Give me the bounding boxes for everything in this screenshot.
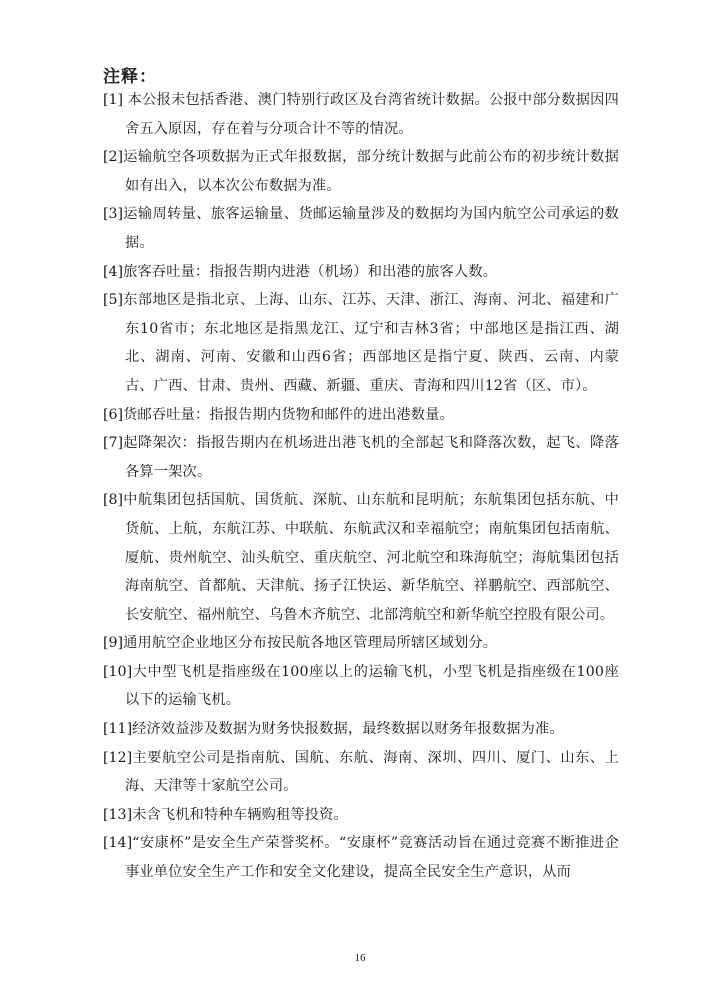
note-2 <box>103 143 619 200</box>
note-text: 本公报未包括香港、澳门特别行政区及台湾省统计数据。公报中部分数据因四舍五入原因，存在着与分项合计不等的情况。 <box>125 92 619 137</box>
note-number: [14] <box>103 835 133 852</box>
notes-heading: 注释： <box>103 67 157 87</box>
note-number: [10] <box>103 663 133 680</box>
notes-list <box>103 86 619 887</box>
note-10 <box>103 658 619 715</box>
note-number: [11] <box>103 721 133 738</box>
note-text: 未含飞机和特种车辆购租等投资。 <box>132 806 348 823</box>
note-6 <box>103 401 619 430</box>
note-3 <box>103 200 619 257</box>
note-number: [5] <box>103 292 124 309</box>
note-8 <box>103 486 619 629</box>
note-text: 中航集团包括国航、国货航、深航、山东航和昆明航；东航集团包括东航、中货航、上航，东航江苏、中联航、东航武汉和幸福航空；南航集团包括南航、厦航、贵州航空、汕头航空、重庆航空、河北航空和珠海航空；海航集团包括海南航空、首都航、天津航、扬子江快运、新华航空、祥鹏航空、西部航空、长安航空、福州航空、乌鲁木齐航空、北部湾航空和新华航空控股有限公司。 <box>123 492 619 623</box>
note-5 <box>103 286 619 400</box>
note-text: 起降架次：指报告期内在机场进出港飞机的全部起飞和降落次数，起飞、降落各算一架次。 <box>123 435 619 480</box>
note-7 <box>103 429 619 486</box>
note-1 <box>103 86 619 143</box>
note-text: 运输航空各项数据为正式年报数据，部分统计数据与此前公布的初步统计数据如有出入，以本次公布数据为准。 <box>123 149 619 194</box>
note-9 <box>103 629 619 658</box>
note-text: “安康杯”是安全生产荣誉奖杯。“安康杯”竞赛活动旨在通过竞赛不断推进企事业单位安全生产工作和安全文化建设，提高全民安全生产意识，从而 <box>125 835 619 881</box>
note-text: 主要航空公司是指南航、国航、东航、海南、深圳、四川、厦门、山东、上海、天津等十家航空公司。 <box>125 749 619 795</box>
note-number: [9] <box>103 635 124 652</box>
note-number: [6] <box>103 406 124 423</box>
note-number: [1] <box>103 92 128 108</box>
note-number: [12] <box>103 749 133 766</box>
note-number: [3] <box>103 206 124 223</box>
page-number: 16 <box>354 952 366 964</box>
note-number: [8] <box>103 492 124 509</box>
note-number: [13] <box>103 806 133 823</box>
note-text: 东部地区是指北京、上海、山东、江苏、天津、浙江、海南、河北、福建和广东10省市；东北地区是指黑龙江、辽宁和吉林3省；中部地区是指江西、湖北、湖南、河南、安徽和山西6省；西部地区是指宁夏、陕西、云南、内蒙古、广西、甘肃、贵州、西藏、新疆、重庆、青海和四川12省（区、市）。 <box>123 292 619 394</box>
note-text: 旅客吞吐量：指报告期内进港（机场）和出港的旅客人数。 <box>123 263 498 280</box>
note-number: [2] <box>103 149 124 166</box>
note-13 <box>103 801 619 830</box>
note-4 <box>103 258 619 287</box>
note-12 <box>103 744 619 801</box>
note-text: 大中型飞机是指座级在100座以上的运输飞机，小型飞机是指座级在100座以下的运输飞机。 <box>125 663 619 709</box>
note-number: [4] <box>103 263 124 280</box>
note-14 <box>103 829 619 886</box>
note-text: 经济效益涉及数据为财务快报数据，最终数据以财务年报数据为准。 <box>132 721 564 738</box>
note-text: 货邮吞吐量：指报告期内货物和邮件的进出港数量。 <box>123 406 455 423</box>
note-11 <box>103 715 619 744</box>
note-text: 通用航空企业地区分布按民航各地区管理局所辖区域划分。 <box>123 635 498 652</box>
note-number: [7] <box>103 435 124 452</box>
note-text: 运输周转量、旅客运输量、货邮运输量涉及的数据均为国内航空公司承运的数据。 <box>123 206 619 251</box>
